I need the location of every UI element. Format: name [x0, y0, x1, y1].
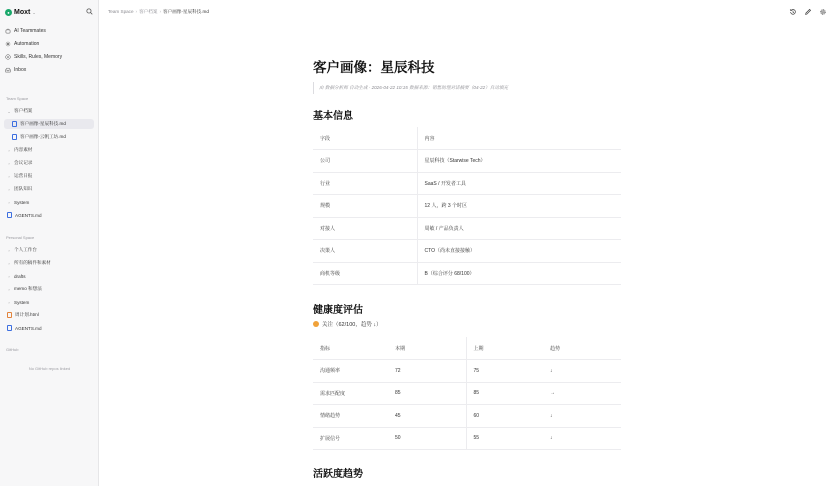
table-cell: 星辰科技（Starwise Tech）	[417, 150, 621, 173]
tree-label: drafts	[14, 273, 26, 279]
skills-icon	[5, 54, 11, 60]
table-row	[313, 172, 621, 195]
chevron-right-icon: ›	[8, 160, 10, 166]
team-space-label: Team Space	[6, 96, 29, 101]
file-icon	[12, 134, 17, 140]
basic-info-table	[313, 127, 621, 285]
chevron-right-icon: ›	[8, 286, 10, 292]
table-cell: 需求匹配度	[313, 382, 388, 405]
github-label: GitHub	[6, 347, 19, 352]
file-icon	[7, 212, 12, 218]
inbox-icon	[5, 67, 11, 73]
tree-label: 团队知识	[14, 186, 33, 191]
chevron-down-icon: ⌄	[32, 9, 36, 15]
tree-folder[interactable]	[4, 184, 94, 194]
section-heading-basic: 基本信息	[313, 111, 353, 122]
tree-label: 会议记录	[14, 160, 33, 165]
tree-folder[interactable]	[4, 284, 94, 294]
table-cell: ↓	[543, 427, 621, 450]
column-header: 本期	[388, 337, 466, 360]
nav-skills-rules-memory[interactable]	[5, 52, 62, 61]
nav-ai-teammates[interactable]	[5, 26, 46, 35]
table-cell: ↓	[543, 360, 621, 383]
tree-label: 所有的稿件和素材	[14, 260, 51, 265]
doc-meta-quote: 由 数据分析师 自动生成 · 2026-04-22 10:15 数据来源：销售助理对话摘要（04-22）自动填充	[313, 82, 623, 94]
tree-folder[interactable]	[4, 271, 94, 281]
table-cell: 75	[466, 360, 543, 383]
table-cell: →	[543, 382, 621, 405]
tree-label: AGENTS.md	[15, 212, 42, 218]
breadcrumb	[108, 9, 209, 15]
table-cell: 公司	[313, 150, 417, 173]
robot-icon	[5, 28, 11, 34]
column-header: 字段	[313, 127, 417, 150]
tree-folder-customer-archive[interactable]	[4, 106, 94, 116]
status-dot-icon	[313, 321, 319, 327]
tree-label: 运营日报	[14, 173, 33, 178]
table-cell: 沟通频率	[313, 360, 388, 383]
table-header-row	[313, 337, 621, 360]
tree-label: System	[14, 199, 30, 205]
table-header-row	[313, 127, 621, 150]
table-cell: 情绪趋势	[313, 405, 388, 428]
chevron-right-icon: ›	[8, 173, 10, 179]
tree-file[interactable]	[4, 132, 94, 142]
breadcrumb-current: 客户画像-星辰科技.md	[163, 9, 209, 14]
table-cell: 60	[466, 405, 543, 428]
table-cell: 扩展信号	[313, 427, 388, 450]
edit-icon[interactable]	[804, 8, 812, 16]
section-heading-health: 健康度评估	[313, 305, 363, 316]
table-cell: 85	[466, 382, 543, 405]
column-header: 上期	[466, 337, 543, 360]
breadcrumb-separator: ›	[135, 9, 138, 14]
html-file-icon	[7, 312, 12, 318]
breadcrumb-item[interactable]: Team Space	[108, 9, 134, 14]
table-row	[313, 360, 621, 383]
tree-label: 客户档案	[14, 108, 33, 113]
tree-folder[interactable]	[4, 258, 94, 268]
tree-folder[interactable]	[4, 158, 94, 168]
github-empty-state: No GitHub repos linked	[28, 366, 71, 371]
page-title: 客户画像：星辰科技	[313, 60, 435, 75]
table-cell: ↓	[543, 405, 621, 428]
table-cell: 45	[388, 405, 466, 428]
table-row	[313, 382, 621, 405]
tree-folder[interactable]	[4, 145, 94, 155]
automation-icon	[5, 41, 11, 47]
nav-label: Skills, Rules, Memory	[14, 53, 63, 60]
table-row	[313, 195, 621, 218]
tree-label: 个人工作台	[14, 247, 37, 252]
tree-label: 客户画像-云帆工坊.md	[20, 134, 66, 139]
table-cell: 商机等级	[313, 262, 417, 285]
tree-file-html[interactable]	[4, 310, 94, 320]
column-header: 内容	[417, 127, 621, 150]
table-cell: 85	[388, 382, 466, 405]
app-name: Moxt	[14, 8, 31, 16]
history-icon[interactable]	[789, 8, 797, 16]
table-cell: 12 人，跨 3 个时区	[417, 195, 621, 218]
tree-file-selected[interactable]	[4, 119, 94, 129]
tree-label: 内容素材	[14, 147, 33, 152]
sidebar	[0, 0, 99, 486]
tree-label: AGENTS.md	[15, 325, 42, 331]
table-cell: 72	[388, 360, 466, 383]
health-status-text: 关注（62/100，趋势 ↓）	[322, 322, 382, 328]
tree-label: memo 和想法	[14, 286, 42, 291]
tree-folder[interactable]	[4, 297, 94, 307]
table-cell: 周敏 / 产品负责人	[417, 217, 621, 240]
gear-icon[interactable]	[819, 8, 827, 16]
tree-folder[interactable]	[4, 171, 94, 181]
chevron-down-icon: ⌄	[7, 108, 11, 114]
table-cell: 对接人	[313, 217, 417, 240]
moxt-logo-icon: ●	[5, 9, 12, 16]
tree-file[interactable]	[4, 323, 94, 333]
tree-label: 周计划.html	[15, 312, 39, 317]
table-cell: 行业	[313, 172, 417, 195]
nav-automation[interactable]	[5, 39, 39, 48]
table-cell: 规模	[313, 195, 417, 218]
table-row	[313, 217, 621, 240]
top-bar	[99, 0, 832, 24]
table-row	[313, 427, 621, 450]
table-cell: 55	[466, 427, 543, 450]
file-icon	[12, 121, 17, 127]
chevron-right-icon: ›	[8, 247, 10, 253]
tree-folder[interactable]	[4, 197, 94, 207]
chevron-right-icon: ›	[8, 260, 10, 266]
chevron-right-icon: ›	[8, 273, 10, 279]
personal-space-label: Personal Space	[6, 235, 35, 240]
table-cell: 50	[388, 427, 466, 450]
workspace-switcher[interactable]	[5, 7, 36, 17]
table-cell: 决策人	[313, 240, 417, 263]
tree-label: System	[14, 299, 30, 305]
file-icon	[7, 325, 12, 331]
column-header: 趋势	[543, 337, 621, 360]
breadcrumb-item[interactable]: 客户档案	[139, 9, 158, 14]
table-cell: SaaS / 开发者工具	[417, 172, 621, 195]
table-cell: CTO（尚未直接接触）	[417, 240, 621, 263]
tree-label: 客户画像-星辰科技.md	[20, 121, 66, 126]
search-icon[interactable]	[86, 8, 93, 15]
health-status	[313, 320, 382, 328]
tree-file[interactable]	[4, 210, 94, 220]
chevron-right-icon: ›	[8, 199, 10, 205]
column-header: 指标	[313, 337, 388, 360]
health-table	[313, 337, 621, 450]
chevron-right-icon: ›	[8, 147, 10, 153]
nav-label: AI Teammates	[14, 27, 46, 34]
nav-inbox[interactable]	[5, 65, 26, 74]
table-row	[313, 240, 621, 263]
nav-label: Automation	[14, 40, 40, 47]
chevron-right-icon: ›	[8, 299, 10, 305]
table-row	[313, 405, 621, 428]
table-row	[313, 262, 621, 285]
breadcrumb-separator: ›	[159, 9, 161, 14]
chevron-right-icon: ›	[8, 186, 10, 192]
nav-label: Inbox	[14, 66, 27, 73]
table-row	[313, 150, 621, 173]
section-heading-trend: 活跃度趋势	[313, 469, 363, 480]
tree-folder[interactable]	[4, 245, 94, 255]
table-cell: B（综合评分 68/100）	[417, 262, 621, 285]
